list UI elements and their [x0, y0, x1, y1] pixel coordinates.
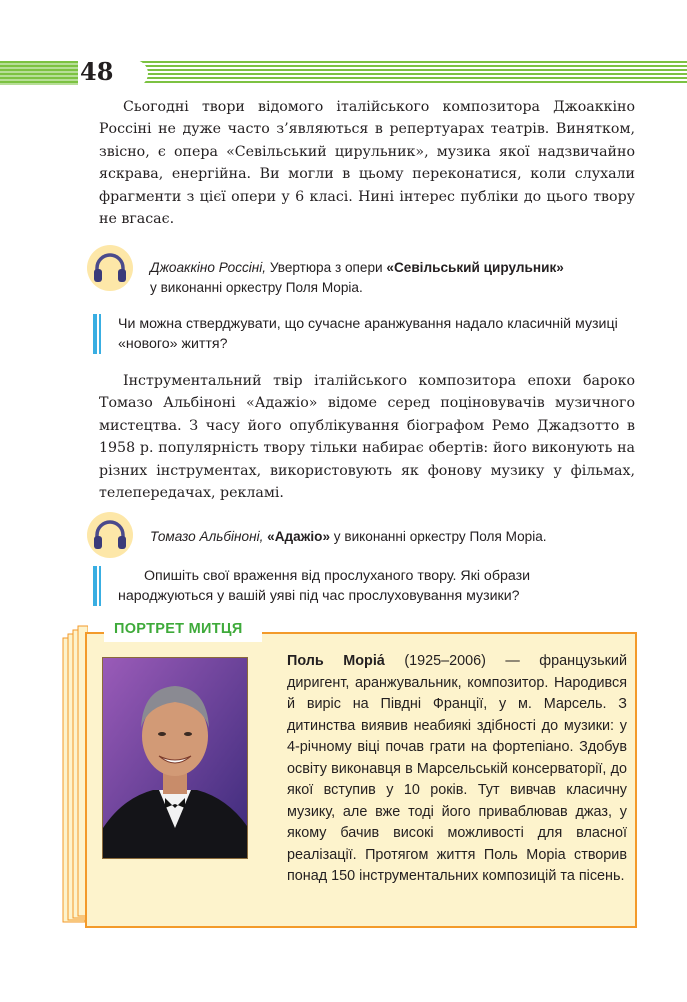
- question-2: Опишіть свої враження від прослуханого твору. Які образи народжуються у вашій уяві під час прослуховування музики?: [118, 568, 530, 604]
- page-number: 48: [80, 57, 114, 86]
- paragraph-albinoni: Інструментальний твір італійського композитора епохи бароко Томазо Альбіноні «Адажіо» відоме серед поціновувачів музичного мистецтва. З часу його опублікування біографом Ремо Джадзотто в 1958 р. популярність твору тільки набирає обертів: його виконують на різних інструментах, використовують як фонову музику у фільмах, телепередачах, рекламі.: [99, 373, 635, 502]
- listening-title: «Севільський цирульник»: [386, 260, 564, 275]
- listening-author: Томазо Альбіноні,: [150, 529, 264, 544]
- portrait-years: (1925–2006): [404, 653, 486, 669]
- portrait-name: Поль Моріа́: [287, 653, 385, 669]
- question-bar-thin: [99, 566, 101, 606]
- listening-post: у виконанні оркестру Поля Моріа.: [333, 529, 547, 544]
- question-bar-thin: [99, 314, 101, 354]
- listening-author: Джоаккіно Россіні,: [150, 260, 267, 275]
- question-bar: [93, 314, 97, 354]
- headphones-icon: [86, 244, 134, 292]
- listening-post: у виконанні оркестру Поля Моріа.: [150, 279, 363, 295]
- portrait-photo: [102, 657, 248, 859]
- headphones-icon: [86, 511, 134, 559]
- listening-pre: Увертюра з опери: [269, 260, 383, 275]
- listening-item-rossini: [150, 258, 640, 297]
- paragraph-rossini: Сьогодні твори відомого італійського композитора Джоаккіно Россіні не дуже часто з’являються в репертуарах театрів. Винятком, звісно, є опера «Севільський цирульник», музика якої надзвичайно яскрава, енергійна. Ви могли в цьому переконатися, коли слухали фрагменти з цієї опери у 6 класі. Нині інтерес публіки до цього твору не вгасає.: [99, 99, 635, 228]
- listening-title: «Адажіо»: [267, 529, 331, 544]
- portrait-bio: [287, 651, 627, 888]
- listening-item-albinoni: [150, 527, 640, 547]
- portrait-label: ПОРТРЕТ МИТЦЯ: [114, 621, 243, 637]
- portrait-text: — французький диригент, аранжувальник, композитор. Народився й виріс на Півдні Франції, у м. Марсель. З дитинства виявив неабиякі здібності до музики: у 4-річному віці почав грати на фортепіано. Здобув освіту виконавця в Марсельській консерваторії, до якої вступив у 10 років. Тут вивчав класичну музику, але вже тоді його приваблював джаз, у якому бачив високі можливості для власної реалізації. Протягом життя Поль Моріа створив понад 150 інструментальних композицій та пісень.: [287, 653, 627, 884]
- question-1: Чи можна стверджувати, що сучасне аранжування надало класичній музиці «нового» життя?: [118, 316, 618, 352]
- question-bar: [93, 566, 97, 606]
